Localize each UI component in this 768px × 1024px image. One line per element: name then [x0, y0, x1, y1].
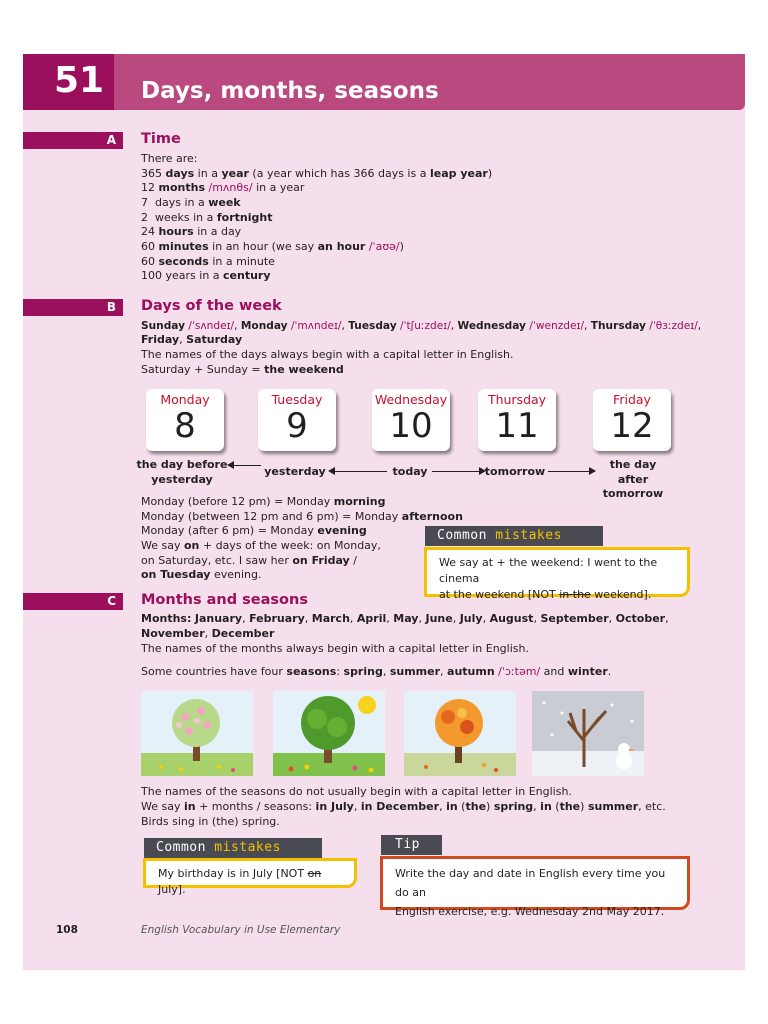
arrow-right-1 [432, 471, 480, 472]
seasons-capital-note: The names of the seasons do not usually begin with a capital letter in English. [141, 785, 572, 798]
section-a-title: Time [141, 131, 181, 147]
time-line-week: 7 days in a week [141, 196, 241, 209]
time-line-months: 12 months /mʌnθs/ in a year [141, 181, 305, 194]
calendar-tuesday: Tuesday 9 [258, 389, 336, 451]
tip-line-2: English exercise, e.g. Wednesday 2nd May 2017. [395, 905, 665, 918]
common-mistakes-box-c: My birthday is in July [NOT on July]. [143, 858, 357, 888]
section-c-bar: C [23, 593, 123, 610]
days-list-line2: Friday, Saturday [141, 333, 243, 346]
time-line-year: 365 days in a year (a year which has 366 days is a leap year) [141, 167, 493, 180]
section-b-bar: B [23, 299, 123, 316]
spring-tree-illustration [141, 691, 253, 776]
we-say-on-line3: on Tuesday evening. [141, 568, 262, 581]
birds-line: Birds sing in (the) spring. [141, 815, 280, 828]
monday-morning-line: Monday (before 12 pm) = Monday morning [141, 495, 386, 508]
section-a-bar: A [23, 132, 123, 149]
summer-tree-illustration [273, 691, 385, 776]
common-mistakes-tab-c: Common mistakes [144, 838, 322, 858]
common-mistakes-box-b [424, 547, 690, 601]
section-b-title: Days of the week [141, 298, 282, 314]
months-list-line2: November, December [141, 627, 275, 640]
tip-box [380, 856, 690, 918]
label-today: today [392, 465, 428, 478]
label-day-after-tomorrow: the day after tomorrow [602, 458, 664, 500]
arrow-left-2 [332, 471, 387, 472]
months-capital-note: The names of the months always begin with a capital letter in English. [141, 642, 529, 655]
time-line-seconds: 60 seconds in a minute [141, 255, 275, 268]
time-line-fortnight: 2 weeks in a fortnight [141, 211, 273, 224]
label-tomorrow: tomorrow [484, 465, 546, 478]
months-list-line1: Months: January, February, March, April, May, June, July, August, September, October, [141, 612, 669, 625]
winter-tree-illustration [532, 691, 644, 776]
book-title: English Vocabulary in Use Elementary [141, 924, 341, 936]
seasons-line: Some countries have four seasons: spring, summer, autumn /ˈɔːtəm/ and winter. [141, 665, 612, 678]
mistake-line-2: at the weekend [NOT in the weekend]. [439, 588, 652, 601]
mistake-line-1: We say at + the weekend: I went to the cinema [439, 556, 658, 585]
section-a-intro: There are: [141, 152, 198, 165]
unit-number: 51 [53, 60, 105, 101]
label-yesterday: yesterday [264, 465, 326, 478]
common-mistakes-tab-b: Common mistakes [425, 526, 603, 546]
days-list-line1: Sunday /ˈsʌndeɪ/, Monday /ˈmʌndeɪ/, Tuesday /ˈtʃuːzdeɪ/, Wednesday /ˈwenzdeɪ/, Thursday /ˈθɜːzdeɪ/, [141, 320, 702, 332]
arrowhead-left-icon [227, 461, 234, 469]
weekend-line: Saturday + Sunday = the weekend [141, 363, 344, 376]
arrow-right-2 [548, 471, 590, 472]
monday-afternoon-line: Monday (between 12 pm and 6 pm) = Monday afternoon [141, 510, 463, 523]
time-line-hours: 24 hours in a day [141, 225, 242, 238]
section-c-title: Months and seasons [141, 592, 308, 608]
arrowhead-left-icon [328, 467, 335, 475]
page-number: 108 [56, 924, 78, 936]
label-day-before-yesterday: the day before yesterday [136, 458, 228, 486]
tip-tab: Tip [381, 835, 442, 855]
we-say-on-line1: We say on + days of the week: on Monday, [141, 539, 381, 552]
days-capital-note: The names of the days always begin with a capital letter in English. [141, 348, 514, 361]
tip-line-1: Write the day and date in English every time you do an [395, 867, 666, 899]
calendar-wednesday: Wednesday 10 [372, 389, 450, 451]
calendar-monday: Monday 8 [146, 389, 224, 451]
autumn-tree-illustration [404, 691, 516, 776]
time-line-minutes: 60 minutes in an hour (we say an hour /ˈaʊə/) [141, 240, 404, 253]
monday-evening-line: Monday (after 6 pm) = Monday evening [141, 524, 367, 537]
unit-title: Days, months, seasons [141, 78, 439, 104]
time-line-century: 100 years in a century [141, 269, 271, 282]
calendar-friday: Friday 12 [593, 389, 671, 451]
we-say-in-line: We say in + months / seasons: in July, in December, in (the) spring, in (the) summer, etc. [141, 800, 666, 813]
we-say-on-line2: on Saturday, etc. I saw her on Friday / [141, 554, 357, 567]
calendar-thursday: Thursday 11 [478, 389, 556, 451]
